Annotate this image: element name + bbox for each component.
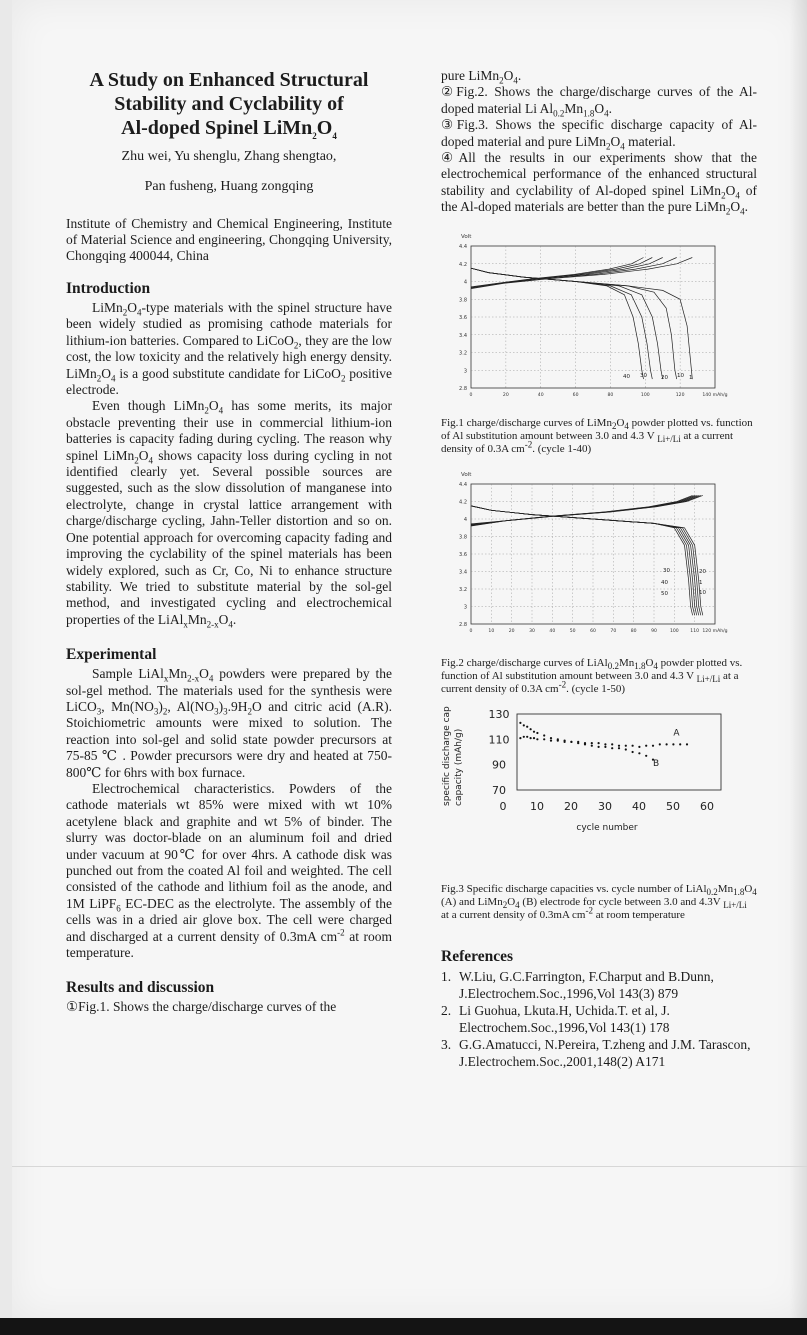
x-tick-label: 140 mAh/g	[702, 392, 728, 398]
experimental-paragraph-1: Sample $LiAl_xMn_{2-x}O_4$ powders were prepared by the sol-gel method. The materials used for the synthesis were LiCO$_3$, $Mn(NO_3)_2$, $Al(NO_3)_3.9H_2O$ and citric acid (A.R). Stoichiometric amounts were mixed to solution. The reaction into sol-gel and solid state powder precursors at 75-85 ℃ . Powder precursors were dry and heated at 750-800℃ for 6hrs with box furnace.	[66, 666, 393, 780]
figure-3-chart	[441, 706, 757, 856]
y-tick-label: 130	[488, 707, 510, 721]
cycle-label: 20	[699, 568, 706, 575]
charge-curve-1	[471, 495, 703, 526]
results-item-1-continued: pure $LiMn_2O_4$.	[441, 68, 522, 86]
data-point-B	[611, 747, 613, 749]
paper-title	[66, 68, 392, 140]
y-tick-label: 3.6	[459, 314, 467, 321]
x-tick-label: 40	[632, 799, 646, 813]
cycle-label: 10	[699, 589, 706, 596]
data-point-B	[584, 743, 586, 745]
x-tick-label: 100	[669, 628, 679, 634]
x-tick-label: 120	[675, 392, 685, 398]
title-text: O	[316, 117, 333, 139]
y-tick-label: 3.8	[459, 296, 467, 303]
intro-paragraph-2: Even though $LiMn_2O_4$ has some merits, its major obstacle preventing their use in commercial lithium-ion batteries is capacity fading during cycling. The reason why spinel $LiMn_2O_4$ shows capacity loss during cycling in not identified clearly yet. Several possible sources are suggested, such as the slow dissolution of manganese into electrolyte, change in crystal lattice arrangement with charge/discharge cycling, Jahn-Teller distortion and so on. One potential approach for overcoming capacity fading and improving the cyclability of the spinel materials has been widely explored, such as Cr, Co, Ni to enhance structure stability. We tried to substitute material by the sol-gel method, and investigated cycling and electrochemical properties of the $LiAl_xMn_{2-x}O_4$.	[66, 398, 393, 630]
charge-curve-30	[471, 495, 697, 524]
title-line-1: A Study on Enhanced Structural	[89, 69, 369, 91]
figure-2-caption: Fig.2 charge/discharge curves of $LiAl_{0.2}Mn_{1.8}O_4$ powder plotted vs. function of Al substitution amount between 3.0 and 4.3 V $_{Li+/Li}$ at a current density of 0.3A $cm^{-2}$. (cycle 1-50)	[441, 656, 743, 695]
reference-number: 2.	[441, 1002, 452, 1018]
discharge-curve-40	[471, 506, 695, 615]
data-point-A	[666, 743, 668, 745]
figure-3-caption: Fig.3 Specific discharge capacities vs. cycle number of $LiAl_{0.2}Mn_{1.8}O_4$ (A) and $LiMn_2O_4$ (B) electrode for cycle between 3.0 and 4.3V $_{Li+/Li}$ at a current density of 0.3mA $cm^{-2}$ at room temperature	[441, 882, 757, 921]
y-tick-label: 4	[463, 516, 467, 523]
discharge-curve-10	[471, 268, 677, 379]
charge-curve-10	[471, 257, 677, 288]
data-point-B	[564, 739, 566, 741]
y-tick-label: 4.2	[459, 499, 467, 506]
x-tick-label: 80	[607, 392, 614, 398]
y-tick-label: 3.6	[459, 551, 467, 558]
y-tick-label: 4.2	[459, 261, 467, 268]
discharge-curve-1	[471, 268, 692, 379]
x-tick-label: 30	[598, 799, 612, 813]
x-tick-label: 10	[530, 799, 544, 813]
data-point-A	[530, 737, 532, 739]
x-tick-label: 50	[666, 799, 680, 813]
charge-curve-40	[471, 257, 644, 286]
affiliation: Institute of Chemistry and Chemical Engineering, Institute of Material Science and engineering, Chongqing University, Chongqing 400044, China	[66, 216, 392, 263]
data-point-A	[672, 743, 674, 745]
section-heading-references: References	[441, 947, 514, 965]
x-tick-label: 0	[469, 392, 473, 398]
y-tick-label: 3.4	[459, 569, 467, 576]
right-column	[441, 68, 757, 1070]
data-point-A	[611, 743, 613, 745]
y-tick-label: 2.8	[459, 621, 467, 628]
data-point-B	[591, 744, 593, 746]
data-point-B	[557, 738, 559, 740]
data-point-A	[536, 738, 538, 740]
y-axis-label: Volt	[461, 471, 472, 478]
y-tick-label: 70	[492, 783, 506, 797]
title-sub: 2	[312, 131, 317, 141]
data-point-B	[536, 732, 538, 734]
title-sub: 4	[332, 131, 337, 141]
x-tick-label: 80	[630, 628, 637, 634]
data-point-B	[645, 754, 647, 756]
data-point-A	[543, 738, 545, 740]
data-point-B	[550, 737, 552, 739]
x-tick-label: 110	[690, 628, 700, 634]
data-point-B	[618, 747, 620, 749]
y-tick-label: 3.8	[459, 534, 467, 541]
data-point-A	[659, 743, 661, 745]
y-tick-label: 3	[463, 604, 467, 611]
data-point-A	[523, 735, 525, 737]
results-item-1: ①Fig.1. Shows the charge/discharge curves of the	[66, 999, 337, 1015]
data-point-B	[530, 728, 532, 730]
title-line-3	[66, 116, 392, 140]
reference-item	[441, 1002, 757, 1036]
charge-curve-50	[471, 495, 693, 523]
y-axis-label: Volt	[461, 233, 472, 240]
data-point-A	[519, 737, 521, 739]
y-tick-label: 110	[488, 732, 510, 746]
experimental-paragraph-2: Electrochemical characteristics. Powders of the cathode materials wt 85% were mixed with wt 10% acetylene black and graphite and wt 5% of binder. The slurry was doctor-blade on an aluminum foil and dried under vacuum at 90℃ for over 4hrs. A cathode disk was punched out from the coated Al foil and weighted. The cell consisted of the cathode and lithium foil as the anode, and 1M LiPF$_6$ EC-DEC as the electrolyte. The assembly of the cells was in a dried air glove box. The cell were charged and discharged at a current density of 0.3mA $cm^{-2}$ at room temperature.	[66, 780, 392, 961]
cycle-label: 10	[677, 372, 684, 379]
data-point-B	[604, 745, 606, 747]
authors-line-1: Zhu wei, Yu shenglu, Zhang shengtao,	[121, 149, 337, 164]
figure-1	[441, 228, 757, 456]
edge-shadow	[789, 0, 807, 1318]
x-tick-label: 100	[640, 392, 650, 398]
y-tick-label: 2.8	[459, 385, 467, 392]
figure-2-chart	[441, 466, 757, 642]
y-axis-label: specific discharge capacity	[442, 705, 452, 806]
data-point-A	[526, 735, 528, 737]
data-point-B	[632, 751, 634, 753]
y-tick-label: 3.4	[459, 332, 467, 339]
cycle-label: 40	[623, 373, 630, 380]
x-tick-label: 30	[529, 628, 535, 634]
cycle-label: 20	[661, 374, 668, 381]
y-axis-label-unit: capacity (mAh/g)	[454, 728, 464, 806]
results-item-4: ④All the results in our experiments show that the electrochemical performance of the enhanced structural stability and cyclability of Al-doped spinel $LiMn_2O_4$ of the Al-doped materials are better than the pure $LiMn_2O_4$.	[441, 150, 757, 217]
data-point-A	[625, 744, 627, 746]
y-tick-label: 3.2	[459, 586, 467, 593]
cycle-label: 1	[689, 374, 693, 381]
x-tick-label: 10	[488, 628, 495, 634]
x-tick-label: 120 mAh/g	[702, 628, 728, 634]
x-tick-label: 40	[537, 392, 544, 398]
data-point-A	[598, 742, 600, 744]
fold-line	[12, 1166, 807, 1167]
y-tick-label: 3	[463, 367, 467, 374]
x-tick-label: 40	[549, 628, 556, 634]
data-point-A	[686, 743, 688, 745]
title-line-2: Stability and Cyclability of	[114, 93, 344, 115]
section-heading-results: Results and discussion	[66, 979, 215, 997]
discharge-curve-30	[471, 268, 652, 379]
figure-1-chart	[441, 228, 757, 406]
left-column	[66, 68, 392, 1016]
discharge-curve-20	[471, 506, 699, 615]
x-axis-label: cycle number	[576, 822, 638, 833]
figure-3	[441, 706, 757, 922]
x-tick-label: 90	[651, 628, 657, 634]
data-point-A	[645, 744, 647, 746]
series-label-B: B	[653, 758, 660, 769]
data-point-A	[533, 737, 535, 739]
cycle-label: 30	[663, 567, 670, 574]
results-item-3: ③Fig.3. Shows the specific discharge capacity of Al-doped material and pure $LiMn_2O_4$ material.	[441, 117, 757, 152]
x-tick-label: 20	[564, 799, 578, 813]
data-point-B	[523, 724, 525, 726]
cycle-label: 30	[640, 372, 647, 379]
x-tick-label: 50	[569, 628, 576, 634]
section-heading-introduction: Introduction	[66, 280, 151, 297]
data-point-B	[598, 745, 600, 747]
y-tick-label: 3.2	[459, 350, 467, 357]
x-tick-label: 60	[572, 392, 579, 398]
reference-text: G.G.Amatucci, N.Pereira, T.zheng and J.M. Tarascon, J.Electrochem.Soc.,2001,148(2) A171	[459, 1036, 751, 1069]
data-point-A	[632, 744, 634, 746]
discharge-curve-20	[471, 268, 663, 379]
title-text: Al-doped Spinel LiMn	[121, 117, 313, 139]
reference-item	[441, 1036, 757, 1070]
reference-number: 3.	[441, 1036, 452, 1052]
plot-frame	[517, 714, 721, 790]
discharge-curve-1	[471, 506, 703, 615]
data-point-B	[625, 748, 627, 750]
references-list	[441, 968, 757, 1070]
figure-2	[441, 466, 757, 696]
y-tick-label: 4.4	[459, 243, 467, 250]
cycle-label: 40	[661, 579, 668, 586]
x-tick-label: 20	[502, 392, 509, 398]
x-tick-label: 0	[499, 799, 507, 813]
data-point-A	[679, 743, 681, 745]
reference-text: Li Guohua, Lkuta.H, Uchida.T. et al, J. Electrochem.Soc.,1996,Vol 143(1) 178	[459, 1002, 670, 1035]
intro-paragraph-1: $LiMn_2O_4$-type materials with the spinel structure have been widely studied as promising cathode materials for lithium-ion batteries. Compared to LiCoO$_2$, they are the low cost, the low toxicity and the relatively high energy density. $LiMn_2O_4$ is a good substitute candidate for LiCoO$_2$ positive electrode.	[66, 300, 392, 398]
cycle-label: 1	[699, 579, 703, 586]
data-point-B	[638, 752, 640, 754]
data-point-A	[604, 743, 606, 745]
data-point-A	[618, 744, 620, 746]
reference-item	[441, 968, 757, 1002]
data-point-B	[533, 730, 535, 732]
authors-line-2: Pan fusheng, Huang zongqing	[144, 179, 314, 194]
reference-number: 1.	[441, 968, 452, 984]
data-point-B	[570, 740, 572, 742]
figure-1-caption: Fig.1 charge/discharge curves of $LiMn_2O_4$ powder plotted vs. function of Al substitution amount between 3.0 and 4.3 V $_{Li+/Li}$ at a current density of 0.3A $cm^{-2}$. (cycle 1-40)	[441, 416, 753, 455]
discharge-curve-30	[471, 506, 697, 615]
data-point-B	[577, 742, 579, 744]
x-tick-label: 0	[469, 628, 473, 634]
scanner-bottom-band	[0, 1318, 807, 1335]
reference-text: W.Liu, G.C.Farrington, F.Charput and B.Dunn, J.Electrochem.Soc.,1996,Vol 143(3) 879	[459, 968, 714, 1001]
y-tick-label: 4	[463, 279, 467, 286]
discharge-curve-10	[471, 506, 701, 615]
results-item-2: ②Fig.2. Shows the charge/discharge curves of the Al-doped material Li $Al_{0.2}Mn_{1.8}O_4$.	[441, 84, 757, 119]
x-tick-label: 20	[508, 628, 515, 634]
y-tick-label: 90	[492, 758, 506, 772]
authors	[66, 148, 392, 196]
series-label-A: A	[673, 728, 680, 739]
cycle-label: 50	[661, 590, 668, 597]
data-point-A	[550, 739, 552, 741]
x-tick-label: 60	[700, 799, 714, 813]
data-point-A	[652, 744, 654, 746]
y-tick-label: 4.4	[459, 481, 467, 488]
x-tick-label: 70	[610, 628, 617, 634]
charge-curve-40	[471, 495, 695, 524]
discharge-curve-50	[471, 506, 693, 615]
x-tick-label: 60	[590, 628, 596, 634]
data-point-A	[638, 745, 640, 747]
data-point-B	[519, 721, 521, 723]
data-point-A	[591, 742, 593, 744]
data-point-B	[526, 725, 528, 727]
section-heading-experimental: Experimental	[66, 646, 157, 664]
data-point-B	[543, 734, 545, 736]
